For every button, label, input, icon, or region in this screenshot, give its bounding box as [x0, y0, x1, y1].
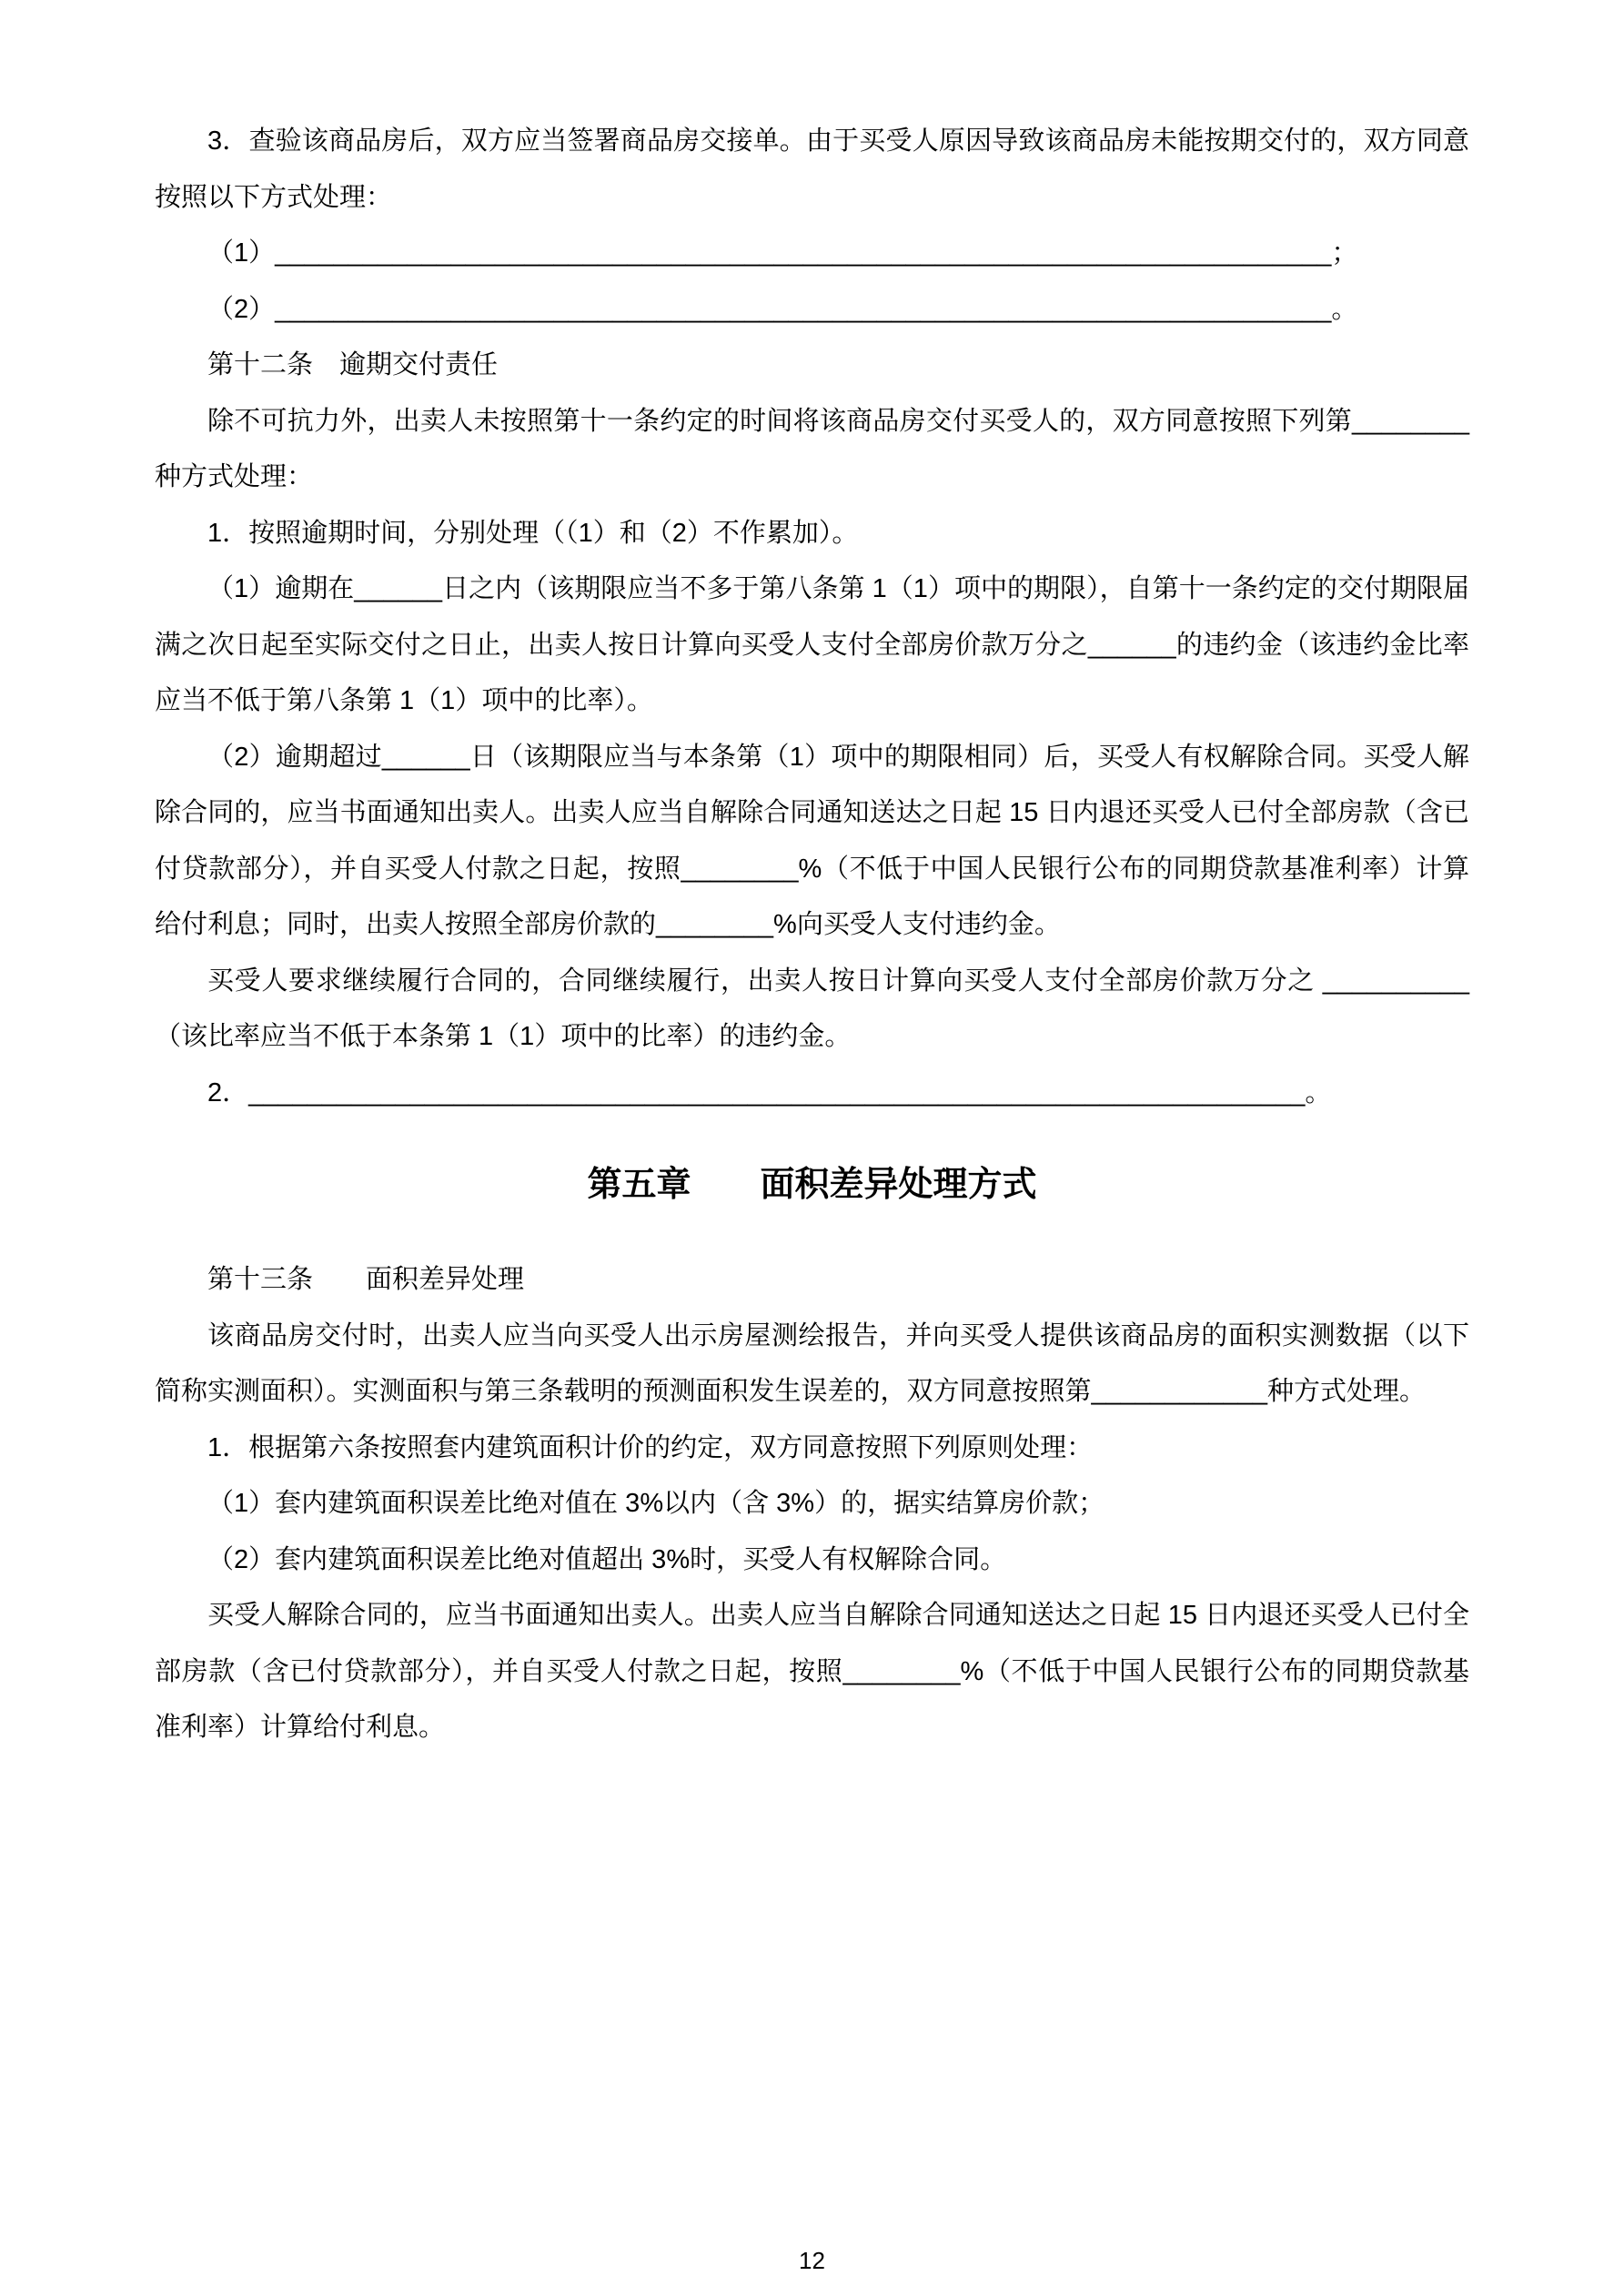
- article-13-item-1: 1．根据第六条按照套内建筑面积计价的约定，双方同意按照下列原则处理：: [207, 1432, 1094, 1462]
- chapter-5-title: 第五章 面积差异处理方式: [587, 1166, 1037, 1204]
- blank-line-item-2: （2）________________________________________________________________________。: [207, 294, 1358, 324]
- article-13-item-1-2: （2）套内建筑面积误差比绝对值超出 3%时，买受人有权解除合同。: [207, 1544, 1007, 1574]
- article-13-heading: 第十三条 面积差异处理: [207, 1265, 525, 1294]
- blank-line-item-1: （1）________________________________________________________________________；: [207, 238, 1358, 268]
- article-13-item-1-1: （1）套内建筑面积误差比绝对值在 3%以内（含 3%）的，据实结算房价款；: [207, 1489, 1105, 1518]
- page-number: 12: [799, 2247, 825, 2274]
- article-12-intro: 除不可抗力外，出卖人未按照第十一条约定的时间将该商品房交付买受人的，双方同意按照下列第________种方式处理：: [155, 406, 1469, 491]
- article-12-heading: 第十二条 逾期交付责任: [207, 350, 499, 379]
- article-12-item-1-1: （1）逾期在______日之内（该期限应当不多于第八条第 1（1）项中的期限），自第十一条约定的交付期限届满之次日起至实际交付之日止，出卖人按日计算向买受人支付全部房价款万分之______的违约金（该违约金比率应当不低于第八条第 1（1）项中的比率）。: [155, 574, 1469, 715]
- article-13-intro: 该商品房交付时，出卖人应当向买受人出示房屋测绘报告，并向买受人提供该商品房的面积实测数据（以下简称实测面积）。实测面积与第三条载明的预测面积发生误差的，双方同意按照第____________种方式处理。: [155, 1320, 1469, 1406]
- article-12-item-1-2: （2）逾期超过______日（该期限应当与本条第（1）项中的期限相同）后，买受人有权解除合同。买受人解除合同的，应当书面通知出卖人。出卖人应当自解除合同通知送达之日起 15 日内退还买受人已付全部房款（含已付贷款部分），并自买受人付款之日起，按照________%（不低于中国人民银行公布的同期贷款基准利率）计算给付利息；同时，出卖人按照全部房价款的________%向买受人支付违约金。: [155, 742, 1469, 939]
- paragraph-clause-3: 3．查验该商品房后，双方应当签署商品房交接单。由于买受人原因导致该商品房未能按期交付的，双方同意按照以下方式处理：: [155, 126, 1469, 212]
- paragraph-rescind: 买受人解除合同的，应当书面通知出卖人。出卖人应当自解除合同通知送达之日起 15 日内退还买受人已付全部房款（含已付贷款部分），并自买受人付款之日起，按照________%（不低于中国人民银行公布的同期贷款基准利率）计算给付利息。: [155, 1601, 1469, 1742]
- paragraph-continue-performance: 买受人要求继续履行合同的，合同继续履行，出卖人按日计算向买受人支付全部房价款万分之 __________ （该比率应当不低于本条第 1（1）项中的比率）的违约金。: [155, 966, 1469, 1051]
- article-12-item-2-blank: 2．________________________________________________________________________。: [207, 1077, 1332, 1108]
- article-12-item-1: 1．按照逾期时间，分别处理（（1）和（2）不作累加）。: [207, 518, 859, 548]
